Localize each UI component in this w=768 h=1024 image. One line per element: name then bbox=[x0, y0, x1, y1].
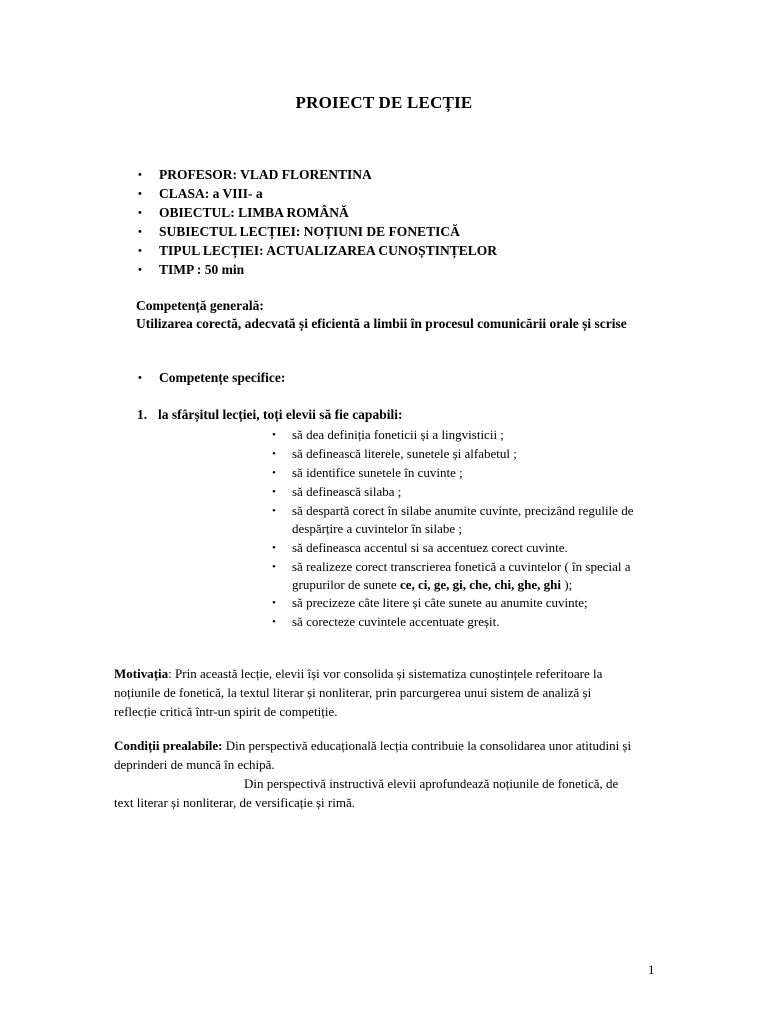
list-item: • TIPUL LECȚIEI: ACTUALIZAREA CUNOȘTINȚELOR bbox=[138, 242, 497, 261]
list-item: • să definească literele, sunetele și alfabetul ; bbox=[272, 445, 652, 464]
page-title: PROIECT DE LECȚIE bbox=[295, 93, 473, 112]
conditii-paragraph: Condiții prealabile: Din perspectivă educațională lecția contribuie la consolidarea unor atitudini și deprinderi de muncă în echipă. Din perspectivă instructivă elevii aprofundează noțiunile de fonetică, de text literar și nonliterar, de versificație și rimă. bbox=[114, 738, 632, 810]
objectives-list bbox=[272, 426, 652, 632]
list-item: • să corecteze cuvintele accentuate greșit. bbox=[272, 613, 652, 632]
list-item: • TIMP : 50 min bbox=[138, 261, 497, 280]
bullet-icon bbox=[272, 539, 292, 558]
bullet-icon bbox=[272, 426, 292, 445]
list-item: • să defineasca accentul si sa accentuez corect cuvinte. bbox=[272, 539, 652, 558]
bullet-icon bbox=[272, 502, 292, 538]
bullet-icon bbox=[272, 464, 292, 483]
list-item: • PROFESOR: VLAD FLORENTINA bbox=[138, 166, 497, 185]
bullet-icon bbox=[272, 594, 292, 613]
list-item: • CLASA: a VIII- a bbox=[138, 185, 497, 204]
bullet-icon bbox=[138, 242, 159, 261]
bullet-icon bbox=[272, 558, 292, 594]
list-item: • să dea definiția foneticii și a lingvisticii ; bbox=[272, 426, 652, 445]
list-item: • să realizeze corect transcrierea fonetică a cuvintelor ( în special a grupurilor de sunete ce, ci, ge, gi, che, chi, ghe, ghi ); bbox=[272, 558, 652, 594]
competente-specifice-heading: • Competențe specifice: bbox=[138, 369, 285, 388]
bullet-icon bbox=[138, 223, 159, 242]
competenta-generala-text: Utilizarea corectă, adecvată și eficientă a limbii în procesul comunicării orale și scrise bbox=[136, 316, 627, 331]
bullet-icon bbox=[138, 369, 159, 388]
list-item: • OBIECTUL: LIMBA ROMÂNĂ bbox=[138, 204, 497, 223]
bullet-icon bbox=[138, 261, 159, 280]
list-item: • să definească silaba ; bbox=[272, 483, 652, 502]
header-list bbox=[138, 166, 497, 280]
list-item: • să identifice sunetele în cuvinte ; bbox=[272, 464, 652, 483]
competenta-generala-heading: Competență generală: bbox=[136, 298, 264, 313]
bullet-icon bbox=[138, 166, 159, 185]
numbered-item: 1. la sfârșitul lecției, toți elevii să fie capabili: bbox=[137, 407, 403, 422]
list-item: • să despartă corect în silabe anumite cuvinte, precizând regulile de despărțire a cuvintelor în silabe ; bbox=[272, 502, 652, 538]
list-item: • SUBIECTUL LECȚIEI: NOȚIUNI DE FONETICĂ bbox=[138, 223, 497, 242]
bullet-icon bbox=[272, 483, 292, 502]
list-item: • să precizeze câte litere și câte sunete au anumite cuvinte; bbox=[272, 594, 652, 613]
motivatia-paragraph: Motivația: Prin această lecție, elevii își vor consolida și sistematiza cunoștințele referitoare la noțiunile de fonetică, la textul literar și nonliterar, prin parcurgerea unui sistem de analiză și reflecție critică într-un spirit de competiție. bbox=[114, 666, 603, 719]
bullet-icon bbox=[272, 613, 292, 632]
page-number: 1 bbox=[648, 962, 655, 977]
bullet-icon bbox=[138, 185, 159, 204]
bullet-icon bbox=[272, 445, 292, 464]
bullet-icon bbox=[138, 204, 159, 223]
